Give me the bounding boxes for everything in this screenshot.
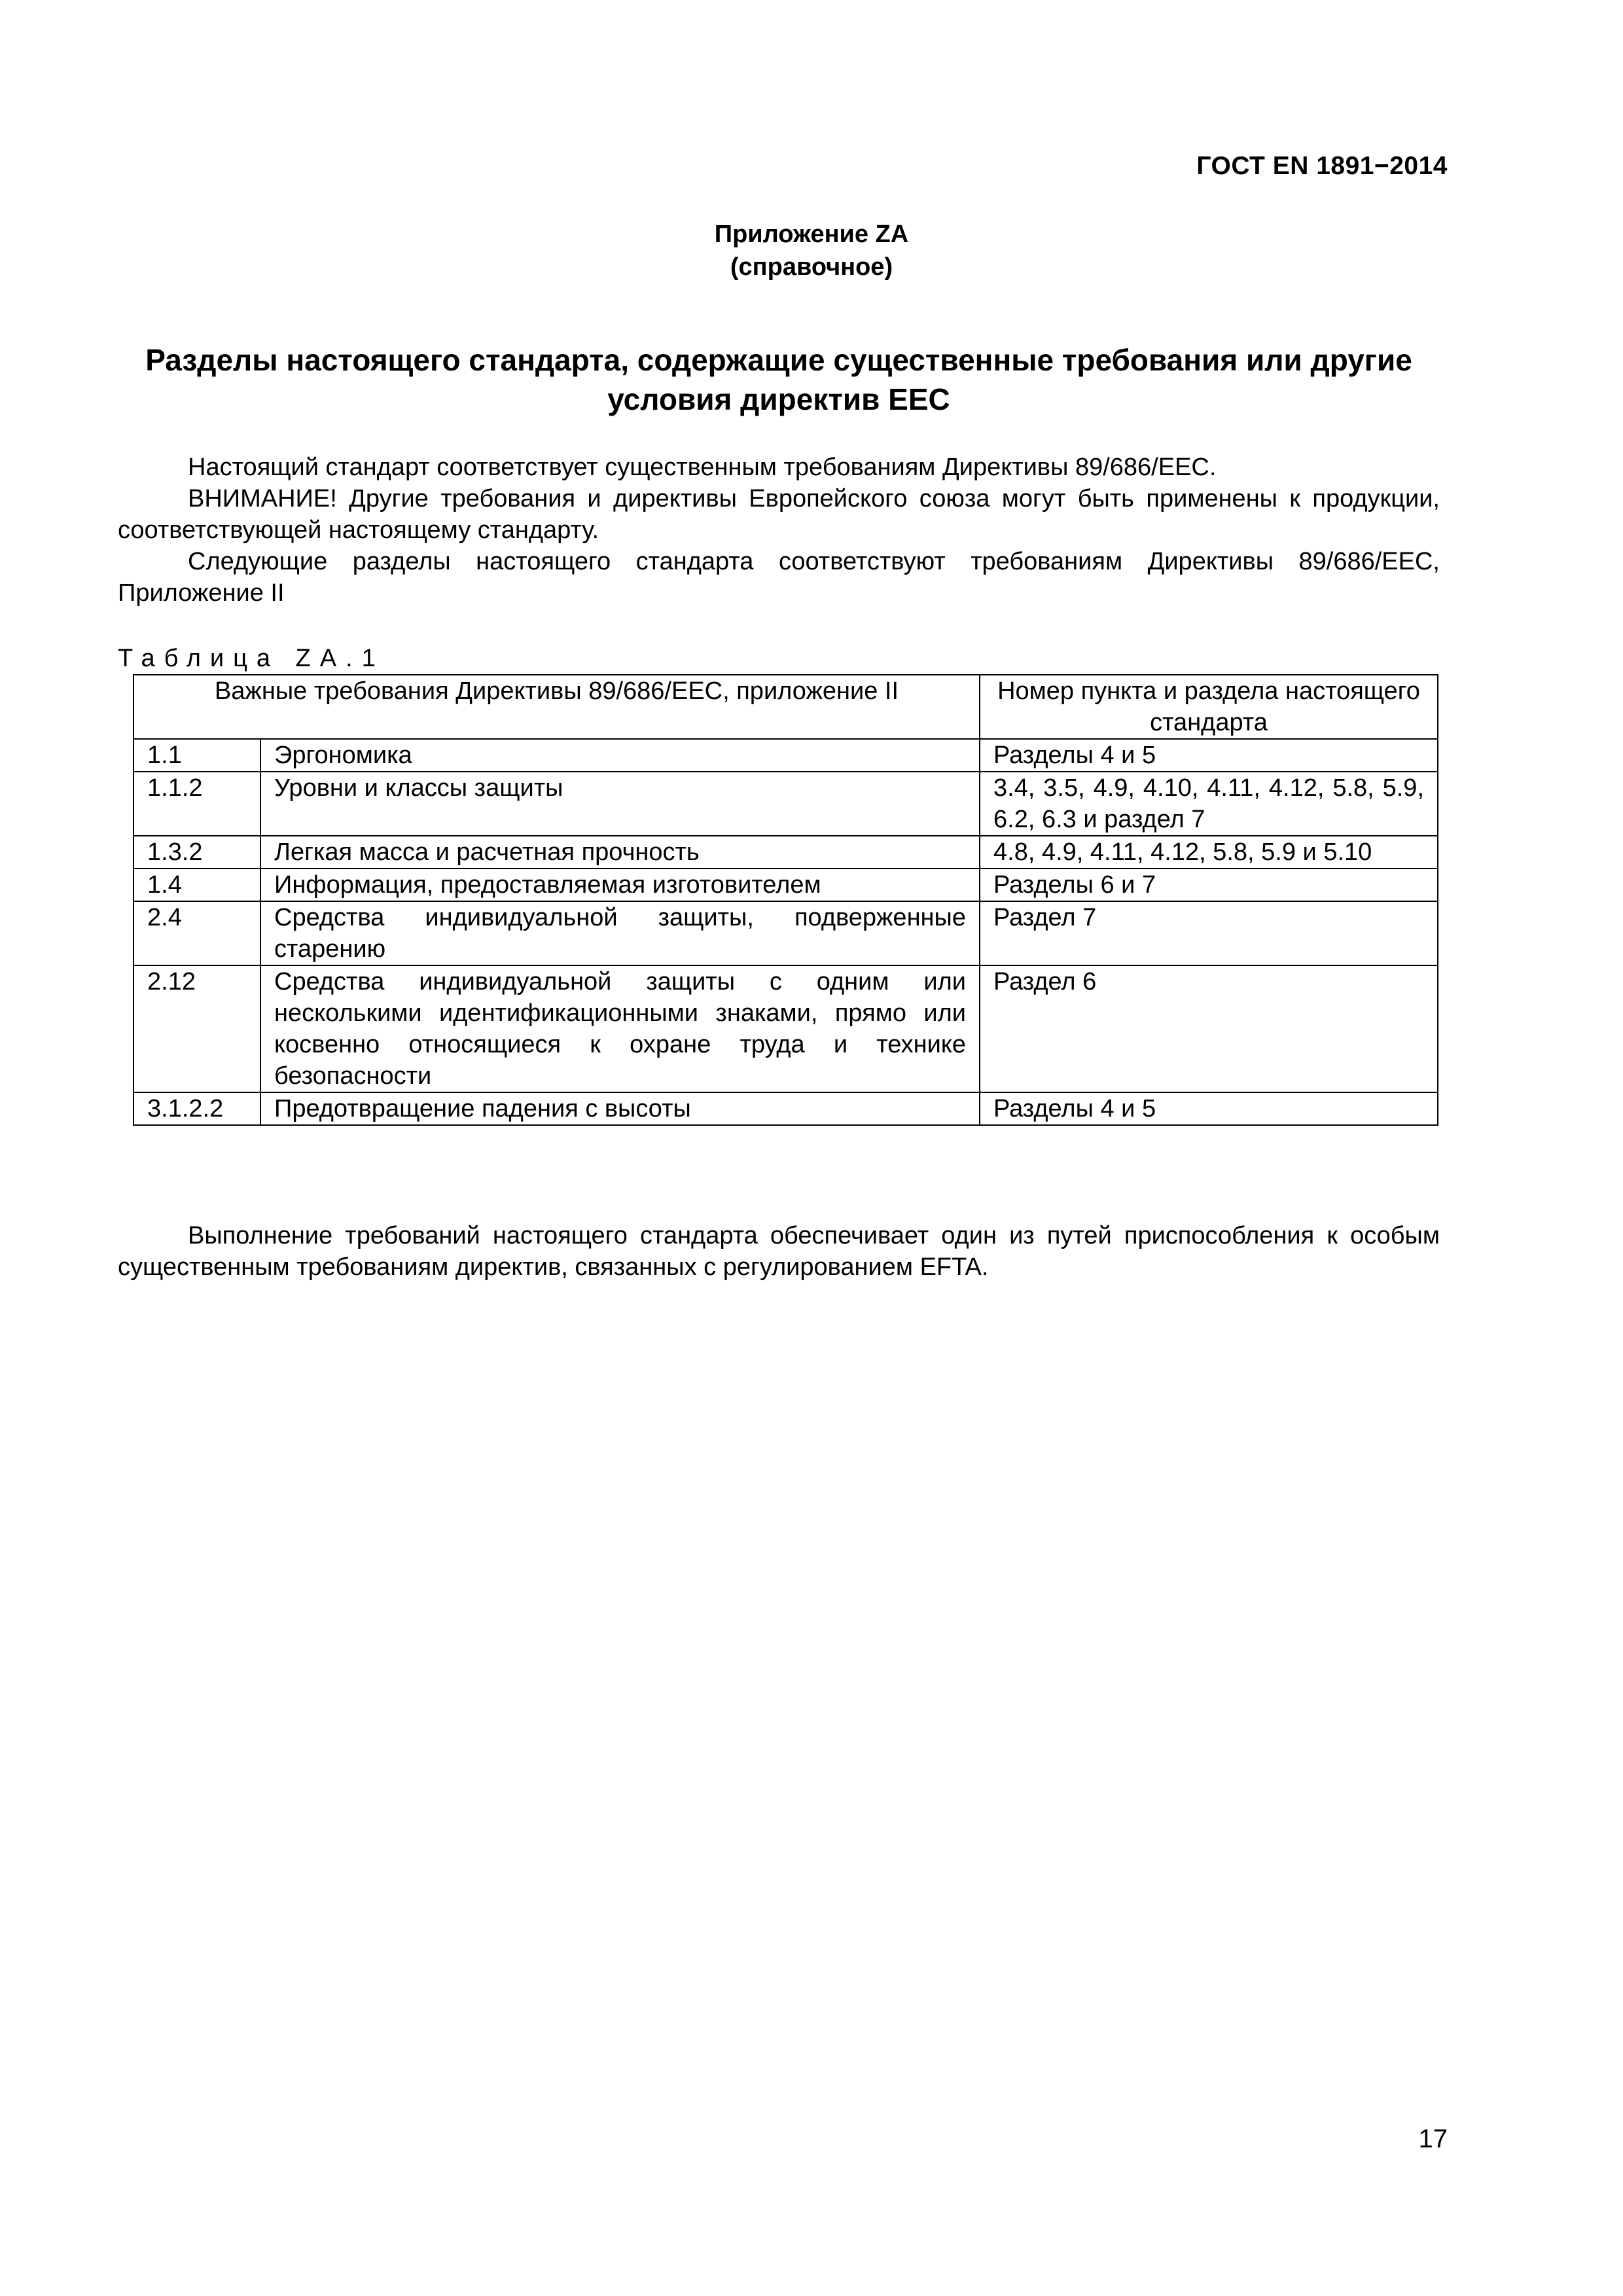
row-requirement: Информация, предоставляемая изготовителем xyxy=(260,869,980,901)
row-number: 3.1.2.2 xyxy=(134,1092,260,1125)
row-number: 2.4 xyxy=(134,901,260,965)
table-row xyxy=(134,1092,1438,1125)
row-sections: Раздел 6 xyxy=(980,965,1438,1092)
table-row xyxy=(134,739,1438,772)
header-requirements: Важные требования Директивы 89/686/ЕЕС, приложение II xyxy=(134,675,980,739)
appendix-type: (справочное) xyxy=(730,253,893,281)
table-row xyxy=(134,965,1438,1092)
paragraph-compliance: Настоящий стандарт соответствует существенным требованиям Директивы 89/686/ЕЕС. xyxy=(188,454,1217,481)
row-requirement: Легкая масса и расчетная прочность xyxy=(260,836,980,869)
row-sections: Разделы 6 и 7 xyxy=(980,869,1438,901)
document-code: ГОСТ EN 1891−2014 xyxy=(1196,152,1448,180)
header-sections: Номер пункта и раздела настоящего стандарта xyxy=(980,675,1438,739)
row-number: 1.3.2 xyxy=(134,836,260,869)
row-requirement: Средства индивидуальной защиты, подверженные старению xyxy=(260,901,980,965)
requirements-table xyxy=(133,674,1438,1126)
row-number: 1.1.2 xyxy=(134,772,260,836)
row-number: 1.1 xyxy=(134,739,260,772)
paragraph-efta: Выполнение требований настоящего стандарта обеспечивает один из путей приспособления к особым существенным требованиям директив, связанных с регулированием EFTA. xyxy=(118,1222,1440,1281)
table-row xyxy=(134,869,1438,901)
row-sections: 3.4, 3.5, 4.9, 4.10, 4.11, 4.12, 5.8, 5.9, 6.2, 6.3 и раздел 7 xyxy=(980,772,1438,836)
table-row xyxy=(134,772,1438,836)
row-requirement: Эргономика xyxy=(260,739,980,772)
page-number: 17 xyxy=(1418,2125,1448,2153)
table-caption: Таблица ZA.1 xyxy=(118,645,385,672)
row-sections: Разделы 4 и 5 xyxy=(980,1092,1438,1125)
row-requirement: Уровни и классы защиты xyxy=(260,772,980,836)
row-sections: Разделы 4 и 5 xyxy=(980,739,1438,772)
appendix-title: Приложение ZA xyxy=(714,221,909,248)
row-requirement: Предотвращение падения с высоты xyxy=(260,1092,980,1125)
row-sections: Раздел 7 xyxy=(980,901,1438,965)
paragraph-warning: ВНИМАНИЕ! Другие требования и директивы Европейского союза могут быть применены к продукции, соответствующей настоящему стандарту. xyxy=(118,485,1440,544)
row-number: 2.12 xyxy=(134,965,260,1092)
section-title: Разделы настоящего стандарта, содержащие существенные требования или другие условия директив ЕЕС xyxy=(145,343,1412,416)
paragraph-sections: Следующие разделы настоящего стандарта соответствуют требованиям Директивы 89/686/ЕЕС, Приложение II xyxy=(118,548,1440,607)
row-number: 1.4 xyxy=(134,869,260,901)
table-header-row xyxy=(134,675,1438,739)
table-row xyxy=(134,901,1438,965)
row-requirement: Средства индивидуальной защиты с одним или несколькими идентификационными знаками, прямо или косвенно относящиеся к охране труда и технике безопасности xyxy=(260,965,980,1092)
row-sections: 4.8, 4.9, 4.11, 4.12, 5.8, 5.9 и 5.10 xyxy=(980,836,1438,869)
table-row xyxy=(134,836,1438,869)
